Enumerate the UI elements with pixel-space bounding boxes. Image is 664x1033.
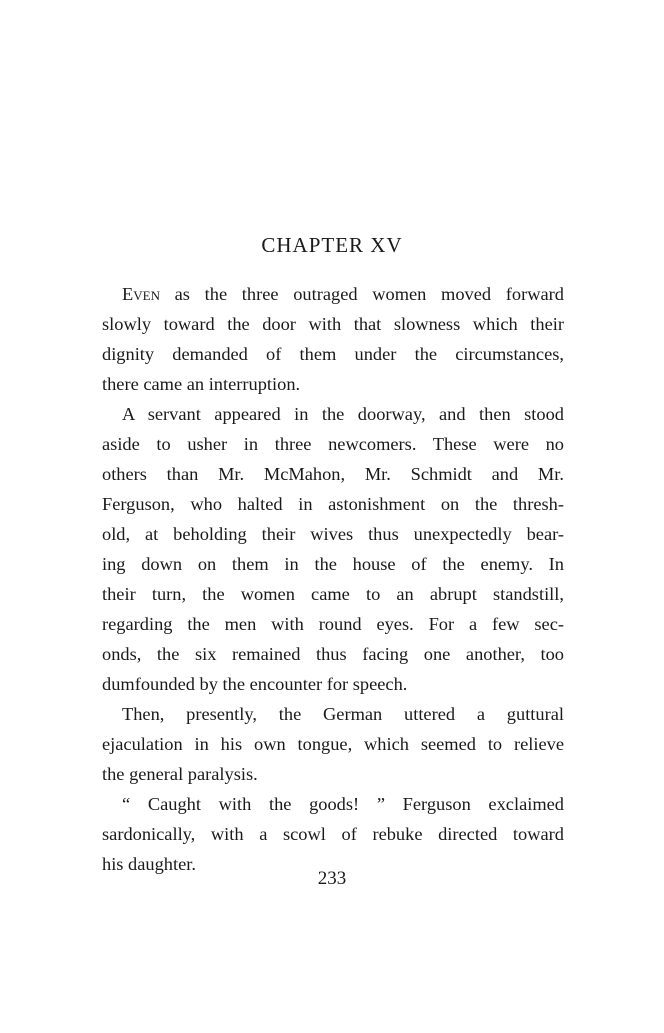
text-line: old, at beholding their wives thus unexpectedly bear- — [102, 524, 564, 544]
text-line: Ferguson, who halted in astonishment on the thresh- — [102, 494, 564, 514]
text-line: aside to usher in three newcomers. These were no — [102, 434, 564, 454]
text-line — [102, 279, 564, 309]
text-line: A servant appeared in the doorway, and then stood — [122, 404, 564, 424]
text-line: there came an interruption. — [102, 374, 301, 394]
text-line: Then, presently, the German uttered a guttural — [122, 704, 564, 724]
text-line: his daughter. — [102, 854, 196, 874]
text-line: the general paralysis. — [102, 764, 258, 784]
page-number: 233 — [317, 868, 347, 889]
opening-line-rest: as the three outraged women moved forward — [159, 284, 564, 304]
text-line: regarding the men with round eyes. For a few sec- — [102, 614, 564, 634]
text-line: ejaculation in his own tongue, which seemed to relieve — [102, 734, 564, 754]
chapter-title: CHAPTER XV — [261, 233, 403, 257]
text-line: others than Mr. McMahon, Mr. Schmidt and Mr. — [102, 464, 564, 484]
text-line: onds, the six remained thus facing one another, too — [102, 644, 564, 664]
text-line: “ Caught with the goods! ” Ferguson exclaimed — [122, 794, 564, 814]
opening-smallcaps-word: Even — [122, 284, 160, 304]
text-line: ing down on them in the house of the enemy. In — [102, 554, 564, 574]
text-line: sardonically, with a scowl of rebuke directed toward — [102, 824, 564, 844]
text-line: dignity demanded of them under the circumstances, — [102, 344, 564, 364]
text-line: slowly toward the door with that slowness which their — [102, 314, 564, 334]
text-line: their turn, the women came to an abrupt standstill, — [102, 584, 564, 604]
text-line: dumfounded by the encounter for speech. — [102, 674, 408, 694]
body-text — [102, 279, 564, 879]
